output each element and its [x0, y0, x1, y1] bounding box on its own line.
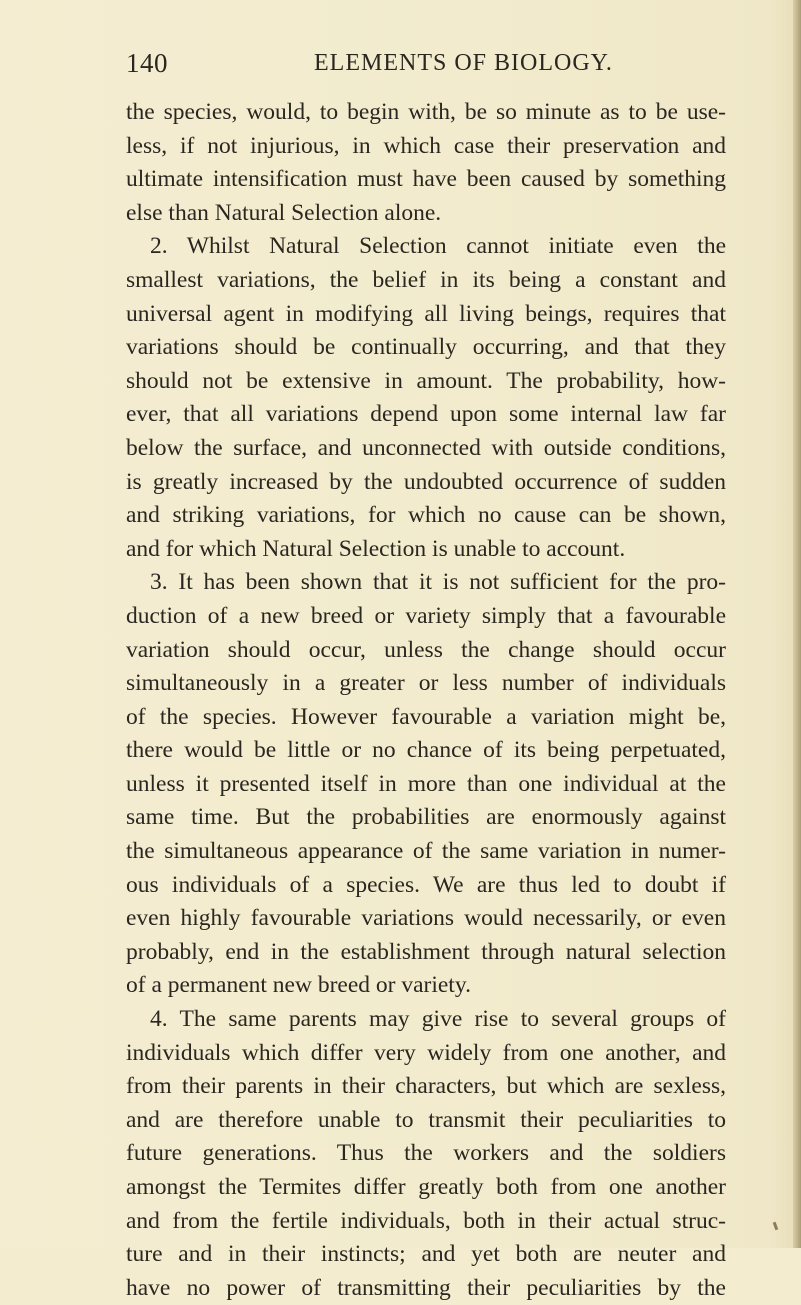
text-line: amongst the Termites differ greatly both from one another — [126, 1174, 726, 1200]
text-line: else than Natural Selection alone. — [126, 199, 442, 226]
text-line: smallest variations, the belief in its being a constant and — [126, 266, 726, 293]
text-line: ever, that all variations depend upon some internal law far — [126, 401, 726, 428]
text-line: variation should occur, unless the change should occur — [126, 636, 726, 663]
page-number: 140 — [126, 48, 168, 78]
text-line: and are therefore unable to transmit their peculiarities to — [126, 1106, 726, 1133]
text-line: unless it presented itself in more than one individual at the — [126, 770, 726, 797]
text-line: less, if not injurious, in which case their preservation and — [126, 132, 726, 159]
text-line: should not be extensive in amount. The probability, how- — [126, 367, 726, 394]
page-edge-shadow — [793, 0, 801, 1248]
text-line: is greatly increased by the undoubted occurrence of sudden — [126, 468, 726, 495]
body-text — [126, 96, 726, 1305]
text-line: universal agent in modifying all living beings, requires that — [126, 300, 726, 327]
text-line: and from the fertile individuals, both in their actual struc- — [126, 1207, 726, 1234]
text-line: same time. But the probabilities are enormously against — [126, 804, 726, 831]
text-line: ture and in their instincts; and yet both are neuter and — [126, 1241, 726, 1268]
text-line: of the species. However favourable a variation might be, — [126, 703, 726, 730]
paragraph-2-start: 2. Whilst Natural Selection cannot initiate even the — [150, 233, 726, 260]
paragraph-3-start: 3. It has been shown that it is not sufficient for the pro- — [150, 569, 726, 596]
text-line: ultimate intensification must have been caused by something — [126, 166, 726, 193]
text-line: of a permanent new breed or variety. — [126, 972, 471, 999]
text-line: the species, would, to begin with, be so minute as to be use- — [126, 99, 726, 125]
ink-speck — [773, 1222, 779, 1231]
text-line: and for which Natural Selection is unable to account. — [126, 535, 626, 562]
text-line: future generations. Thus the workers and the soldiers — [126, 1140, 726, 1167]
text-line: probably, end in the establishment through natural selection — [126, 938, 726, 965]
page-header — [126, 48, 726, 84]
paragraph-4-start: 4. The same parents may give rise to several groups of — [150, 1006, 726, 1033]
text-line: and striking variations, for which no cause can be shown, — [126, 502, 726, 529]
text-line: there would be little or no chance of its being perpetuated, — [126, 737, 726, 764]
text-line: from their parents in their characters, but which are sexless, — [126, 1073, 726, 1100]
text-line: simultaneously in a greater or less number of individuals — [126, 670, 726, 697]
text-line: have no power of transmitting their peculiarities by the — [126, 1274, 726, 1301]
text-line: individuals which differ very widely from one another, and — [126, 1039, 726, 1066]
text-line: variations should be continually occurring, and that they — [126, 334, 726, 361]
text-line: ous individuals of a species. We are thus led to doubt if — [126, 871, 726, 898]
running-title: ELEMENTS OF BIOLOGY. — [314, 50, 613, 76]
text-line: even highly favourable variations would necessarily, or even — [126, 905, 726, 932]
text-line: below the surface, and unconnected with outside conditions, — [126, 434, 726, 461]
text-line: duction of a new breed or variety simply that a favourable — [126, 602, 726, 629]
text-line: the simultaneous appearance of the same variation in numer- — [126, 838, 726, 865]
